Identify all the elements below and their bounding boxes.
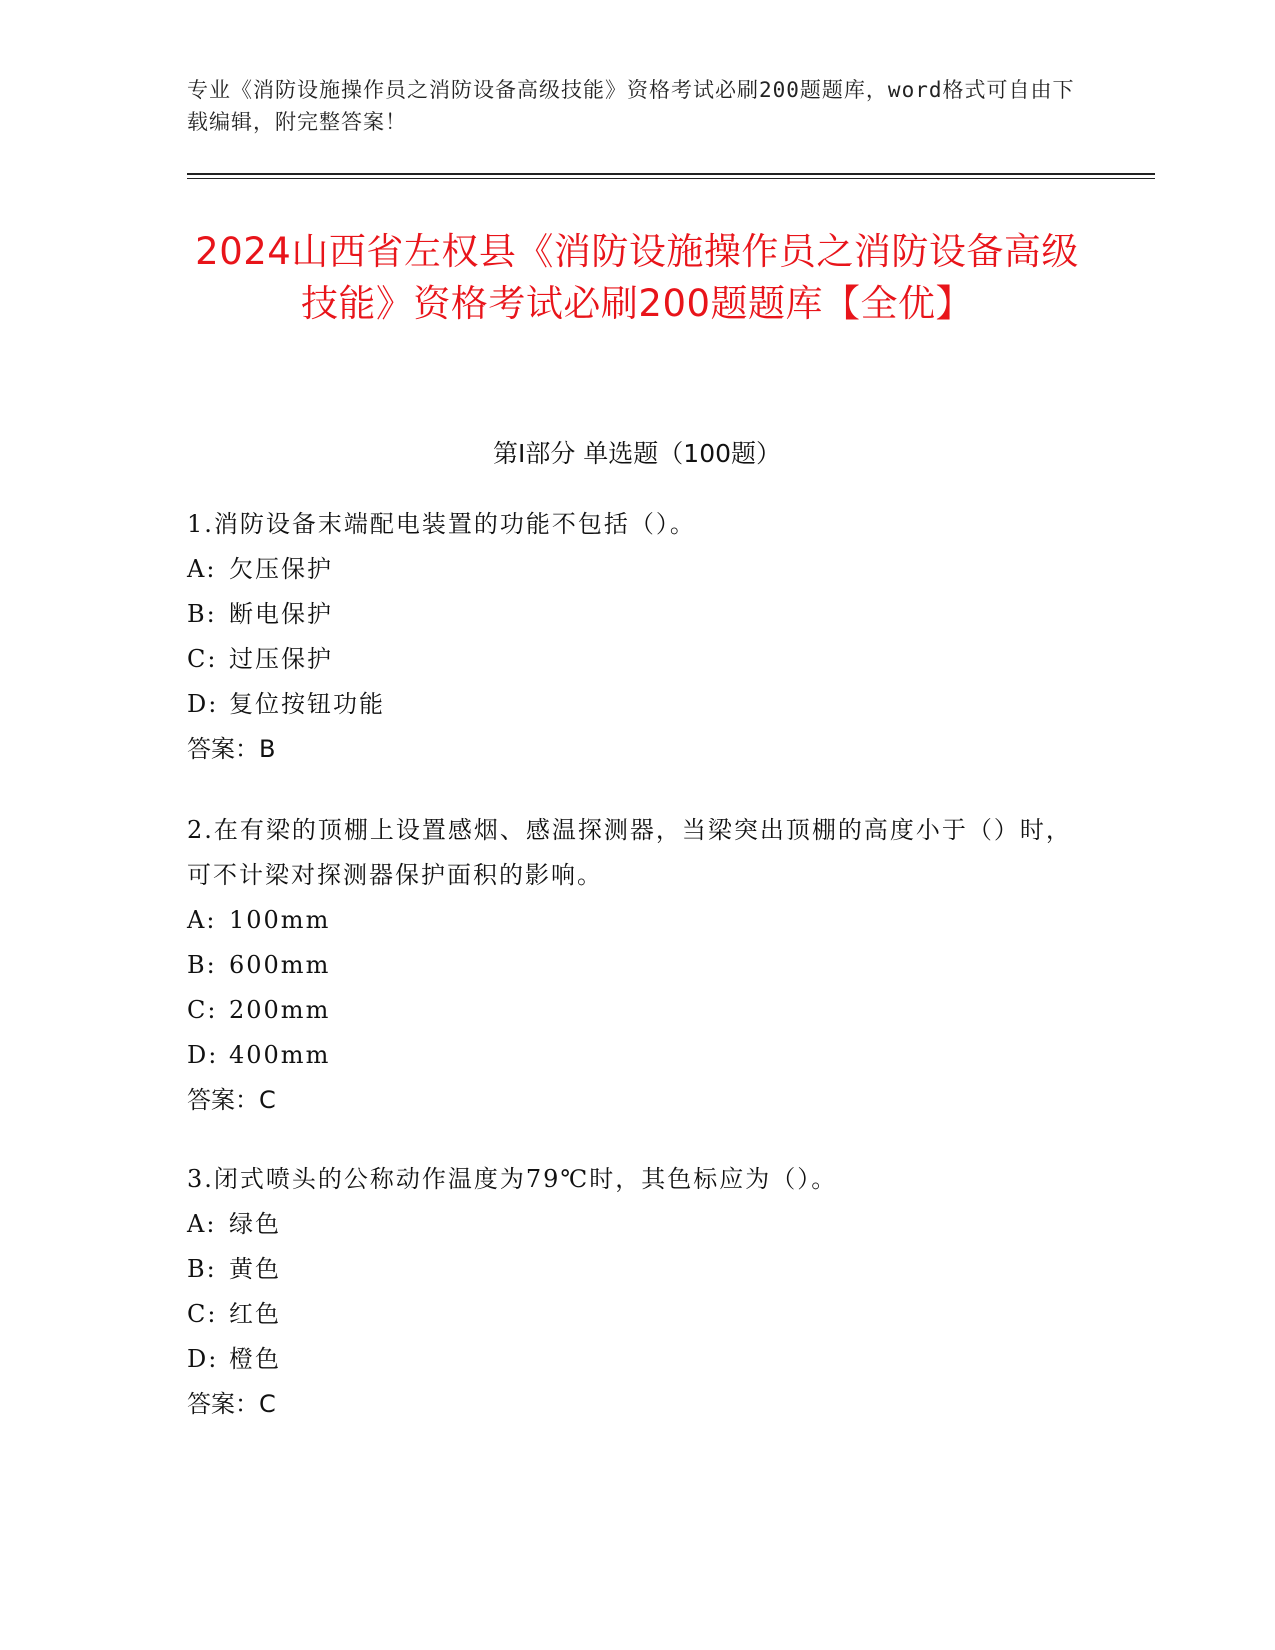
option-b [187,943,1087,988]
option-c [187,988,1087,1033]
question-2 [187,808,1087,1123]
option-text: 200mm [229,996,331,1024]
question-3 [187,1157,1087,1427]
answer-line: 答案：B [187,735,276,763]
option-d [187,1033,1087,1078]
option-text: 绿色 [229,1210,281,1238]
option-text: 红色 [229,1300,281,1328]
document-title: 2024山西省左权县《消防设施操作员之消防设备高级技能》资格考试必刷200题题库【全优】 [195,230,1079,325]
question-stem: 3.闭式喷头的公称动作温度为79℃时，其色标应为（）。 [187,1165,838,1193]
section-heading: 第Ⅰ部分 单选题（100题） [492,439,782,468]
option-letter: D: [187,1041,219,1069]
answer-line: 答案：C [187,1086,276,1114]
option-a [187,547,1087,592]
option-d [187,1337,1087,1382]
option-text: 过压保护 [229,645,333,673]
option-text: 橙色 [229,1345,281,1373]
question-1 [187,502,1087,772]
option-letter: B: [187,1255,217,1283]
option-text: 600mm [229,951,331,979]
option-letter: A: [187,555,217,583]
option-letter: B: [187,600,217,628]
option-letter: C: [187,1300,218,1328]
question-stem: 2.在有梁的顶棚上设置感烟、感温探测器，当梁突出顶棚的高度小于（）时，可不计梁对探测器保护面积的影响。 [187,816,1072,889]
option-letter: C: [187,996,218,1024]
question-stem: 1.消防设备末端配电装置的功能不包括（）。 [187,510,696,538]
option-b [187,592,1087,637]
option-b [187,1247,1087,1292]
option-letter: A: [187,906,217,934]
option-a [187,898,1087,943]
option-letter: D: [187,690,219,718]
option-text: 断电保护 [229,600,333,628]
header-rule-thick [187,173,1155,175]
option-letter: A: [187,1210,217,1238]
option-text: 黄色 [229,1255,281,1283]
option-c [187,1292,1087,1337]
option-text: 复位按钮功能 [229,690,385,718]
option-letter: B: [187,951,217,979]
option-text: 100mm [229,906,331,934]
header-note: 专业《消防设施操作员之消防设备高级技能》资格考试必刷200题题库，word格式可自由下载编辑，附完整答案！ [187,78,1075,134]
option-text: 400mm [229,1041,331,1069]
answer-line: 答案：C [187,1390,276,1418]
option-letter: D: [187,1345,219,1373]
option-text: 欠压保护 [229,555,333,583]
header-rule-thin [187,178,1155,179]
option-a [187,1202,1087,1247]
option-c [187,637,1087,682]
option-letter: C: [187,645,218,673]
option-d [187,682,1087,727]
